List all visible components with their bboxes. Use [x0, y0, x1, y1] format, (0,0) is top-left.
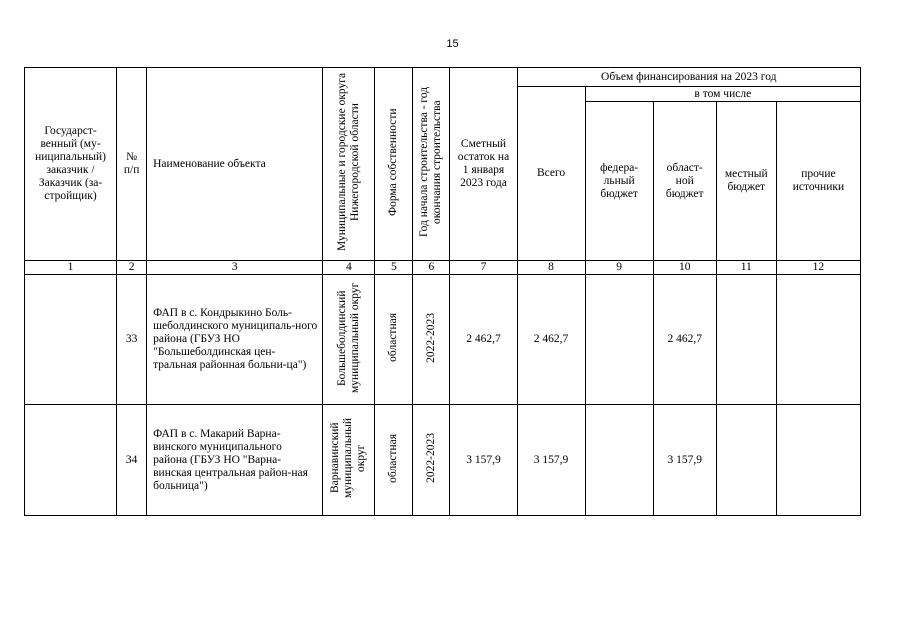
header-district-text: Муниципальные и городские округа Нижегородской области	[335, 72, 361, 252]
page-number: 15	[446, 38, 459, 50]
column-number: 11	[716, 261, 776, 275]
row-num: 33	[117, 275, 147, 405]
row-ownership-text: областная	[387, 433, 400, 483]
row-local	[716, 275, 776, 405]
header-including-text: в том числе	[694, 87, 752, 100]
column-number: 6	[413, 261, 450, 275]
header-financing-volume-text: Объем финансирования на 2023 год	[601, 70, 777, 83]
header-object-name	[147, 68, 323, 261]
column-number: 3	[147, 261, 323, 275]
table-row	[25, 275, 861, 405]
header-num	[117, 68, 147, 261]
financing-table	[24, 67, 861, 516]
row-other	[776, 405, 860, 516]
row-federal	[585, 275, 653, 405]
column-number: 10	[653, 261, 716, 275]
column-number: 5	[375, 261, 413, 275]
row-num: 34	[117, 405, 147, 516]
row-years-text: 2022-2023	[424, 312, 437, 363]
row-total: 3 157,9	[517, 405, 585, 516]
header-other	[776, 102, 860, 261]
header-customer-text: Государст-венный (му-ниципальный) заказчик / Заказчик (за-стройщик)	[35, 125, 106, 202]
column-number: 2	[117, 261, 147, 275]
column-number: 4	[323, 261, 375, 275]
header-regional-text: област-ной бюджет	[665, 161, 704, 200]
row-total: 2 462,7	[517, 275, 585, 405]
row-ownership	[375, 405, 413, 516]
row-district-text: Варнавинский муниципальный округ	[329, 417, 368, 499]
column-numbers-row	[25, 261, 861, 275]
header-federal-text: федера-льный бюджет	[600, 161, 639, 200]
row-years	[413, 405, 450, 516]
row-customer	[25, 405, 117, 516]
row-district	[323, 405, 375, 516]
header-years-text: Год начала строительства - год окончания строительства	[418, 86, 444, 238]
column-number: 9	[585, 261, 653, 275]
header-including	[585, 87, 860, 102]
header-ownership-text: Форма собственности	[387, 108, 400, 216]
header-estimate-remainder-text: Сметный остаток на 1 января 2023 года	[457, 138, 510, 189]
column-number: 1	[25, 261, 117, 275]
row-object-name: ФАП в с. Кондрыкино Боль-шеболдинского муниципаль-ного района (ГБУЗ НО "Большеболдинская цен-тральная районная больни-ца")	[147, 275, 323, 405]
header-estimate-remainder	[450, 68, 517, 261]
header-federal	[585, 102, 653, 261]
row-regional: 3 157,9	[653, 405, 716, 516]
row-federal	[585, 405, 653, 516]
row-ownership-text: областная	[387, 313, 400, 362]
column-number: 12	[776, 261, 860, 275]
row-local	[716, 405, 776, 516]
row-regional: 2 462,7	[653, 275, 716, 405]
column-number: 7	[450, 261, 517, 275]
header-num-text: № п/п	[123, 151, 140, 176]
row-years-text: 2022-2023	[424, 433, 437, 483]
table-row	[25, 405, 861, 516]
row-object-name: ФАП в с. Макарий Варна-винского муниципального района (ГБУЗ НО "Варна-винская центральная район-ная больница")	[147, 405, 323, 516]
header-district	[323, 68, 375, 261]
header-regional	[653, 102, 716, 261]
row-ownership	[375, 275, 413, 405]
header-years	[413, 68, 450, 261]
row-customer	[25, 275, 117, 405]
header-financing-volume	[517, 68, 860, 87]
row-estimate-remainder: 2 462,7	[450, 275, 517, 405]
row-estimate-remainder: 3 157,9	[450, 405, 517, 516]
header-customer	[25, 68, 117, 261]
header-ownership	[375, 68, 413, 261]
row-other	[776, 275, 860, 405]
row-years	[413, 275, 450, 405]
row-district-text: Большеболдинский муниципальный округ	[335, 282, 361, 393]
header-total-text: Всего	[536, 167, 566, 179]
header-object-name-text: Наименование объекта	[153, 157, 266, 170]
column-number: 8	[517, 261, 585, 275]
header-total	[517, 87, 585, 261]
header-local	[716, 102, 776, 261]
header-other-text: прочие источники	[792, 168, 845, 193]
header-local-text: местный бюджет	[724, 168, 768, 193]
row-district	[323, 275, 375, 405]
